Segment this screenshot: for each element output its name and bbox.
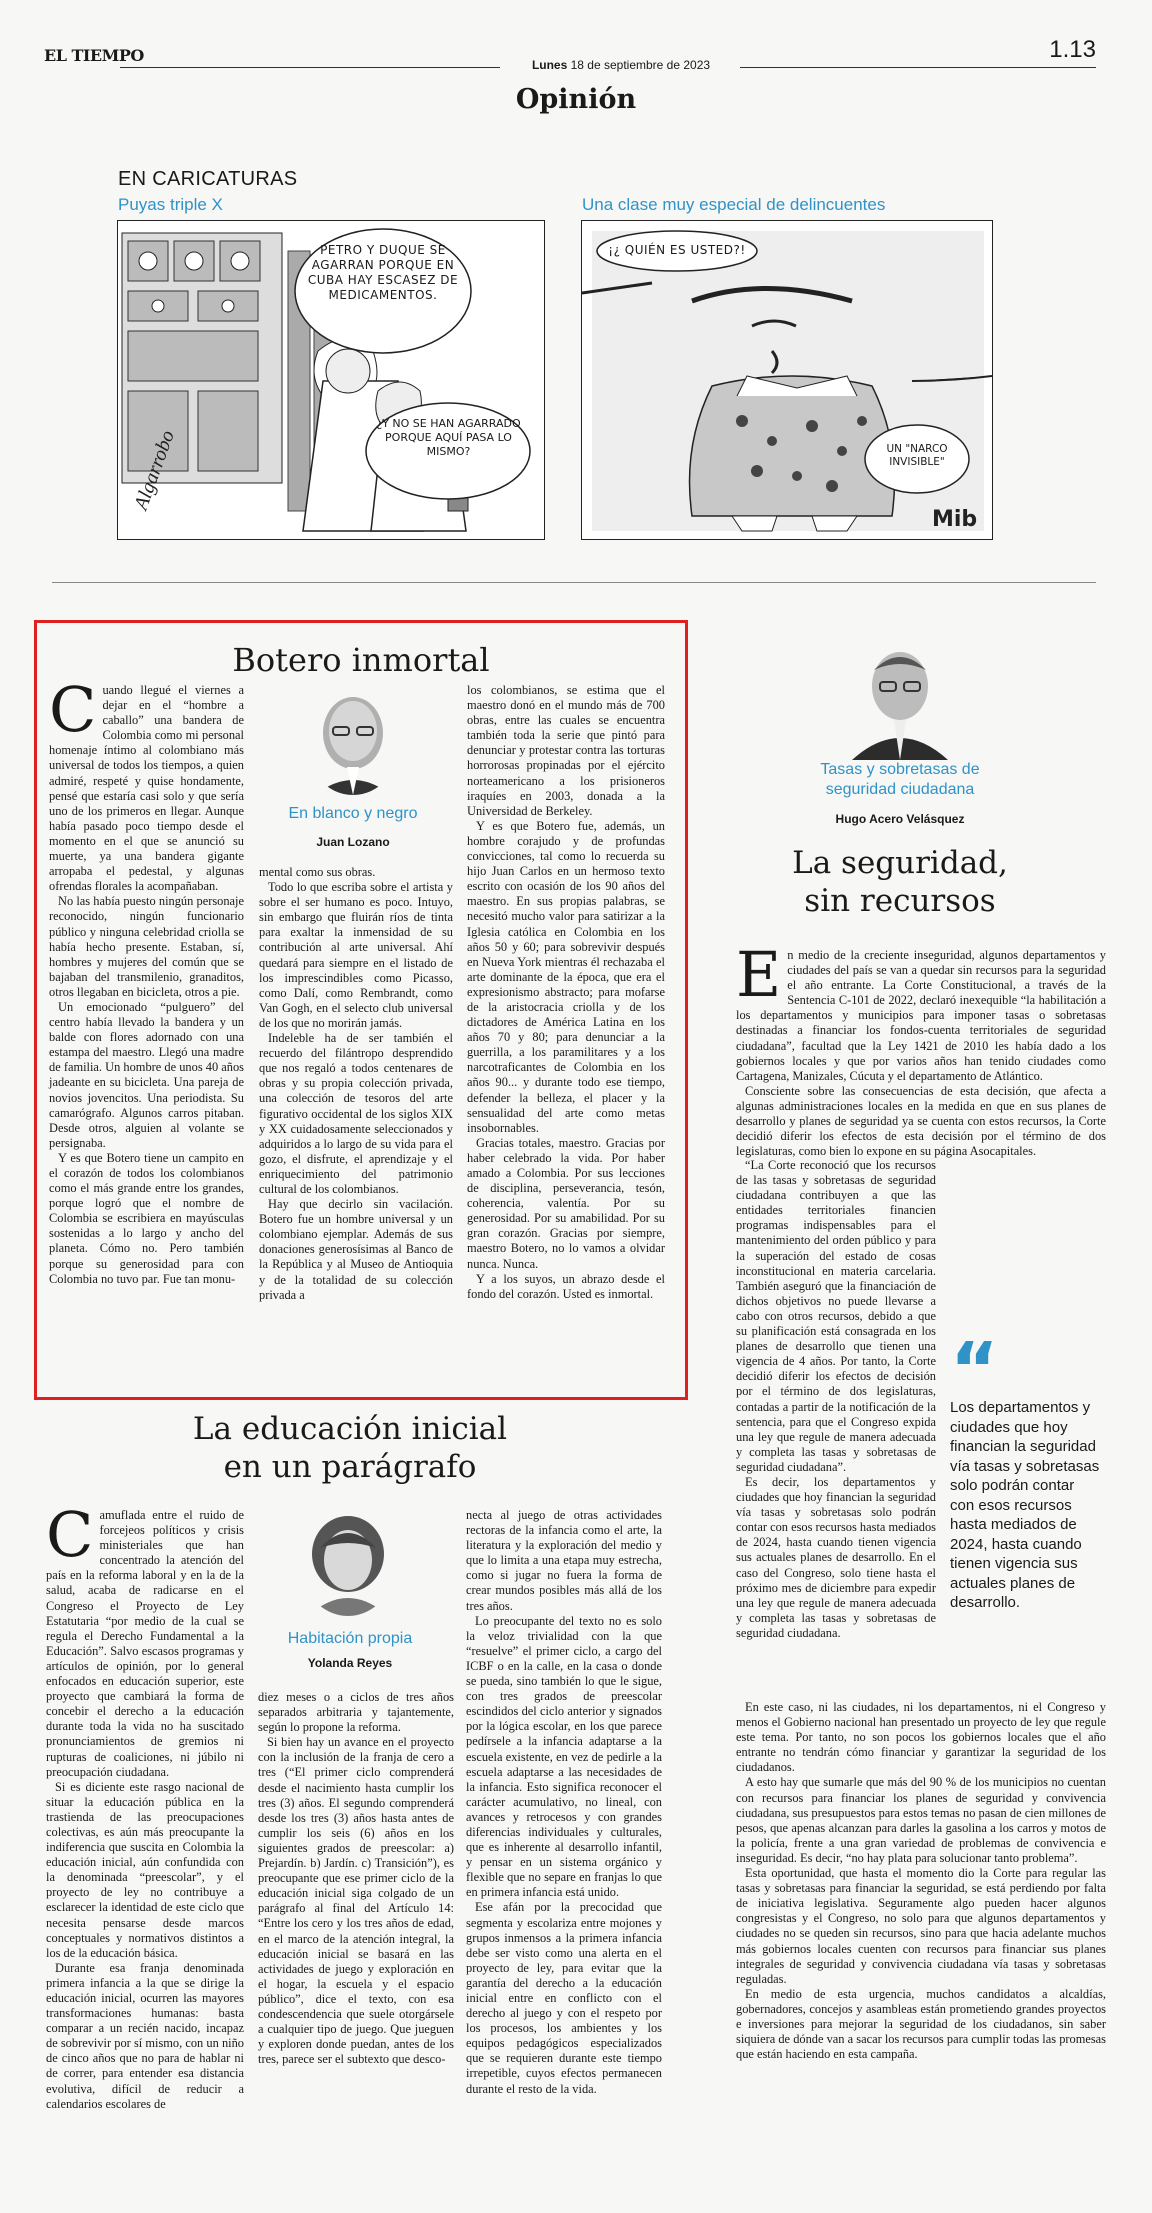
educacion-headline <box>100 1410 600 1486</box>
educacion-col2-paragraph: Si bien hay un avance en el proyecto con la inclusión de la franja de cero a tres (“El primer ciclo comprenderá desde el nacimiento hasta cumplir los tres (3) años. El segundo comprenderá desde los tres (3) años hasta antes de cumplir los seis (6) años en los siguientes grados de preescolar: a) Prejardín. b) Jardín. c) Transición”), es preocupante que ese primer ciclo de la educación inicial siga colgado de un parágrafo al final del Artículo 14: “Entre los cero y los tres años de edad, en el marco de la atención integral, la educación inicial se basará en las actividades de juego y exploración en el hogar, la escuela y el espacio público”, dice el texto, con esa condescendencia que suele otorgársele a cualquier tipo de juego. Que jueguen y exploren donde puedan, antes de los tres, parece ser el subtexto que desco- <box>258 1735 454 2067</box>
cartoon-right-title: Una clase muy especial de delincuentes <box>582 195 886 214</box>
botero-col1-paragraph: No las había puesto ningún personaje reconocido, ningún funcionario público y ninguna celebridad criolla se había hecho presente. Estaban, sí, hombres y mujeres del común que se bajaban del transmilenio, granaditos, otros llegaban en bicicleta, otros a pie. <box>49 894 244 999</box>
botero-headline: Botero inmortal <box>232 641 490 679</box>
quote-mark-icon: “ <box>950 1327 999 1413</box>
educacion-col3-paragraph: necta al juego de otras actividades rectoras de la infancia como el arte, la literatura y la exploración del medio y que lo limita a una etapa muy estrecha, como si jugar no fuera la forma de crear mundos posibles más allá de los tres años. <box>466 1508 662 1613</box>
cartoons-header: EN CARICATURAS <box>118 168 298 190</box>
seguridad-paragraph: Es decir, los departamentos y ciudades que hoy financian la seguridad vía tasas y sobretasas solo podrán contar con esos recursos hasta mediados de 2024, hasta cuando tienen vigencia sus actuales planes de desarrollo. En el caso del Congreso, solo tiene hasta el próximo mes de diciembre para expedir una ley que regule de manera adecuada y completa las tasas y sobretasas de seguridad ciudadana. <box>736 1474 936 1640</box>
masthead-rule-right <box>740 67 1096 68</box>
botero-author: Juan Lozano <box>316 835 390 849</box>
educacion-col3-paragraph: Ese afán por la precocidad que segmenta y escolariza entre mojones y grupos inmensos a la primera infancia debe ser visto como una alerta en el proyecto de ley, para evitar que la garantía del derecho a la educación inicial entre en conflicto con el derecho al juego y con el respeto por los procesos, los ambientes y los equipos pedagógicos especializados que se requieren durante este tiempo irrepetible, cuyos efectos permanecen durante el resto de la vida. <box>466 1900 662 2096</box>
botero-article-frame <box>34 620 688 1400</box>
botero-col2-paragraph: Indeleble ha de ser también el recuerdo del filántropo desprendido que nos regaló a todos centenares de obras y su propia colección privada, una colección de tesoros del arte figurativo occidental de los siglos XIX y XX cuidadosamente seleccionados y adquiridos a lo largo de su vida para el gozo, el disfrute, el aprendizaje y el enriquecimiento del patrimonio cultural de los colombianos. <box>259 1031 453 1196</box>
educacion-headline-line-1: La educación inicial <box>192 1411 508 1447</box>
seguridad-paragraph: En medio de esta urgencia, muchos candidatos a alcaldías, gobernadores, concejos y asambleas están prometiendo grandes proyectos e inversiones para mejorar la seguridad de los ciudadanos, sin saber siquiera de dónde van a sacar los recursos para cumplir todas las promesas que están haciendo en esta campaña. <box>736 1986 1106 2062</box>
issue-date-text: 18 de septiembre de 2023 <box>570 58 711 72</box>
educacion-col-3 <box>466 1508 662 2097</box>
masthead <box>44 36 1096 76</box>
educacion-col2-paragraph: diez meses o a ciclos de tres años separados arbitraria y tajantemente, según lo propone la reforma. <box>258 1690 454 1735</box>
educacion-col1-paragraph: Si es diciente este rasgo nacional de situar la educación pública en la trastienda de las preocupaciones colectivas, es aún más preocupante la indiferencia que suscita en Colombia la educación inicial, aún confundida con la denominada “preescolar”, y el proyecto de ley no contribuye a esclarecer la identidad de este ciclo que necesita pensarse desde marcos conceptuales y normativos distintos a los de la educación básica. <box>46 1779 244 1960</box>
botero-dropcap: C <box>49 673 97 746</box>
seguridad-column-name-line-1: Tasas y sobretasas de <box>820 761 980 778</box>
botero-column-name: En blanco y negro <box>288 805 418 822</box>
cartoon-left-title: Puyas triple X <box>118 195 223 214</box>
seguridad-author: Hugo Acero Velásquez <box>835 812 965 826</box>
educacion-col-1 <box>46 1498 244 2112</box>
seguridad-paragraph: Consciente sobre las consecuencias de esta decisión, que afecta a algunas administraciones locales en la medida en que en sus planes de desarrollo y planes de seguridad ya se cuenta con estos recursos, la Corte decidió diferir los efectos de esta decisión por el término de dos legislaturas, como bien lo expone en su página Asocapitales. <box>736 1083 1106 1159</box>
author-photo-juan-lozano <box>305 685 401 795</box>
educacion-col3-paragraph: Lo preocupante del texto no es solo la veloz trivialidad con la que “resuelve” el primer ciclo, a cargo del ICBF o en la calle, en la casa o donde se pueda, sino también lo que le sigue, con tres grados de preescolar escindidos del ciclo anterior y signados por la lógica escolar, en los que parece pedírsele a la infancia adaptarse a la escuela existente, en vez de pedirle a la escuela adaptarse a las necesidades de la infancia. Esto significa reconocer el carácter acumulativo, no lineal, con avances y retrocesos y con grandes diferencias individuales y culturales, que es inherente al desarrollo infantil, y pensar en un sistema orgánico y flexible que no separe en franjas lo que en primera infancia está unido. <box>466 1613 662 1900</box>
cartoon-left-balloon-2: ¿Y NO SE HAN AGARRADO PORQUE AQUÍ PASA LO MISMO? <box>376 417 521 458</box>
botero-col2-paragraph: Todo lo que escriba sobre el artista y sobre el ser humano es poco. Intuyo, sin embargo que fluirán ríos de tinta para exaltar la inmensidad de su contribución al arte universal. Ahí quedará para siempre en el listado de los imprescindibles como Picasso, como Dalí, como Rembrandt, como Van Gogh, en el selecto club universal de los que no morirán jamás. <box>259 880 453 1030</box>
seguridad-paragraph: En este caso, ni las ciudades, ni los departamentos, ni el Congreso y menos el Gobierno nacional han presentado un proyecto de ley que regule este tema. Por tanto, no son pocos los gobiernos locales que el año entrante no tendrán cómo financiar y garantizar la seguridad de los ciudadanos. <box>736 1700 1106 1775</box>
botero-col1-paragraph: Y es que Botero tiene un campito en el corazón de todos los colombianos como el más grande entre los grandes, porque logró que el nombre de Colombia se escribiera en mayúsculas sostenidas a lo largo y ancho del planeta. Cómo no. Pero también porque su generosidad para con Colombia no tuvo par. Fue tan monu- <box>49 1150 244 1286</box>
seguridad-col-bottom <box>736 1700 1106 2062</box>
botero-col1-paragraph: Un emocionado “pulguero” del centro había llevado la bandera y un balde con flores adornado con una estampa del maestro. Llegó una madre de familia. Un hombre de unos 40 años jadeante en su bicicleta. Una pareja de novios jovencitos. Una periodista. Su camarógrafo. Algunos carros pitaban. Desde otros, alguien al volante se persignaba. <box>49 999 244 1150</box>
author-photo-yolanda-reyes <box>300 1508 396 1616</box>
page-number: 1.13 <box>1049 36 1096 63</box>
seguridad-paragraph: A esto hay que sumarle que más del 90 % de los municipios no cuentan con recursos para financiar los planes de seguridad y convivencia ciudadana, sus presupuestos para estos temas no pasan de cien millones de pesos, que apenas alcanzan para darles la gasolina a los carros y motos de la policía, frente a una gran variedad de problemas de convivencia e inseguridad. Es decir, “no hay plata para solucionar tanto problema”. <box>736 1775 1106 1865</box>
cartoon-right <box>581 220 993 540</box>
botero-col2-paragraph: Hay que decirlo sin vacilación. Botero fue un hombre universal y un colombiano ejemplar. Además de sus donaciones generosísimas al Banco de la República y al Museo de Antioquia y de la totalidad de su colección privada a <box>259 1197 453 1302</box>
educacion-headline-line-2: en un parágrafo <box>223 1449 477 1485</box>
seguridad-col-top <box>736 938 1106 1159</box>
masthead-rule-left <box>120 67 500 68</box>
seguridad-column-name-line-2: seguridad ciudadana <box>825 781 975 798</box>
seguridad-column-name <box>775 760 1025 800</box>
botero-col3-paragraph: los colombianos, se estima que el maestro donó en el mundo más de 700 obras, entre las cuales se encuentra también toda la serie que pintó para denunciar y protestar contra las torturas horrorosas propinadas por el ejército norteamericano a los prisioneros iraquíes en 2003, donada a la Universidad de Berkeley. <box>467 683 665 818</box>
cartoon-right-balloon-1: ¡¿ QUIÉN ES USTED?! <box>608 243 746 257</box>
seguridad-headline <box>735 844 1065 920</box>
educacion-col1-lead: amuflada entre el ruido de forcejeos políticos y crisis ministeriales que han concentrado la atención del país en la reforma laboral y en la de la salud, acaba de radicarse en el Congreso el Proyecto de Ley Estatutaria “por medio de la cual se regula el Derecho Fundamental a la Educación”. Salvo escasos programas y artículos de opinión, por lo general enfocados en educación superior, este proyecto que cambiará la forma de concebir el derecho a la educación durante toda la vida no ha suscitado pronunciamientos de gremios ni rupturas de coaliciones, ni júbilo ni preocupación ciudadana. <box>46 1508 244 1779</box>
botero-col-2 <box>259 865 453 1303</box>
educacion-col1-paragraph: Durante esa franja denominada primera infancia a la que se dirige la educación inicial, ocurren las mayores transformaciones humanas: basta comparar a un recién nacido, incapaz de sobrevivir por sí mismo, con un niño de cinco años que no para de hablar ni de correr, para entender esa distancia evolutiva, difícil de reducir a calendarios escolares de <box>46 1960 244 2111</box>
cartoon-right-balloon-2: UN "NARCO INVISIBLE" <box>886 443 948 468</box>
section-divider <box>52 582 1096 583</box>
seguridad-paragraph: Esta oportunidad, que hasta el momento dio la Corte para regular las tasas y sobretasas para financiar la seguridad, se está perdiendo por falta de iniciativa legislativa. Seguramente algo pueden hacer algunos congresistas y el Congreso, no solo para que algunos departamentos y ciudades no se queden sin recursos, sino para que hacia adelante muchos más gobiernos locales cuenten con recursos para financiar sus planes integrales de seguridad y convivencia ciudadana vía tasas y sobretasas reguladas. <box>736 1866 1106 1986</box>
botero-col-1 <box>49 673 244 1287</box>
botero-col3-paragraph: Gracias totales, maestro. Gracias por haber celebrado la vida. Por haber amado a Colombia. Por sus lecciones de disciplina, perseverancia, tesón, coherencia, valentía. Por su generosidad. Por su amabilidad. Por su gran corazón. Gracias por siempre, maestro Botero, no lo vamos a olvidar nunca. Nunca. <box>467 1135 665 1271</box>
botero-col3-paragraph: Y es que Botero fue, además, un hombre corajudo y de profundas convicciones, tal como lo recuerda su hijo Juan Carlos en un hermoso texto escrito con ocasión de los 90 años del maestro. En sus propias palabras, se necesitó mucho valor para satirizar a la Iglesia católica en Colombia en los años 50 y 60; para sobrevivir después en Nueva York mientras él rechazaba el arte dominante de la época, que era el expresionismo abstracto; para mofarse de la aristocracia criolla y de los dictadores de América Latina en los años 70 y 80; para denunciar a la guerrilla, a los paramilitares y a los narcotraficantes de Colombia en los años 90... y durante todo ese tiempo, defender la belleza, el placer y la sensualidad del arte como metas insobornables. <box>467 818 665 1135</box>
seguridad-pull-quote: Los departamentos y ciudades que hoy financian la seguridad vía tasas y sobretasas solo podrán contar con esos recursos hasta mediados de 2024, hasta cuando tienen vigencia sus actuales planes de desarrollo. <box>950 1399 1100 1611</box>
seguridad-paragraph: “La Corte reconoció que los recursos de las tasas y sobretasas de seguridad ciudadana contribuyen a que las entidades territoriales financien programas indispensables para el mantenimiento del orden público y para la superación del estado de cosas inconstitucional en materia carcelaria. También aseguró que la financiación de dichos objetivos no puede llevarse a cabo con otros recursos, debido a que su planificación está consagrada en los planes de desarrollo que tienen una vigencia de 4 años. Por tanto, la Corte decidió diferir los efectos de decisión por el término de dos legislaturas, contadas a partir de la notificación de la sentencia, para que el Congreso expida una ley que regule de manera adecuada y completa las tasas y sobretasas de seguridad ciudadana”. <box>736 1158 936 1474</box>
cartoon-left <box>117 220 545 540</box>
newspaper-logo: EL TIEMPO <box>44 46 144 65</box>
botero-col-3 <box>467 683 665 1302</box>
cartoon-right-drawing <box>582 221 993 540</box>
botero-col1-lead: uando llegué el viernes a dejar en el “hombre a caballo” una bandera de Colombia como mi personal homenaje íntimo al colombiano más universal de todos los tiempos, a quien admiré, respeté y quise hondamente, pensé que estaría casi solo y que sería uno de los primeros en llegar. Aunque había pasado poco tiempo desde el momento en el que se anunció su muerte, ya una bandera gigante arropaba el pedestal, y algunas ofrendas florales la acompañaban. <box>49 683 244 894</box>
educacion-col-2 <box>258 1690 454 2067</box>
educacion-dropcap: C <box>46 1498 94 1571</box>
seguridad-col-narrow <box>736 1158 936 1641</box>
section-title: Opinión <box>515 84 637 115</box>
educacion-author: Yolanda Reyes <box>307 1656 393 1670</box>
cartoon-left-signature: Algarrobo <box>130 427 179 513</box>
cartoon-left-balloon-1: PETRO Y DUQUE SE AGARRAN PORQUE EN CUBA HAY ESCASEZ DE MEDICAMENTOS. <box>307 243 459 302</box>
issue-date <box>504 58 738 72</box>
author-photo-hugo-acero <box>846 640 954 760</box>
botero-col3-paragraph: Y a los suyos, un abrazo desde el fondo del corazón. Usted es inmortal. <box>467 1271 665 1301</box>
seguridad-headline-line-2: sin recursos <box>804 883 996 919</box>
botero-col2-paragraph: mental como sus obras. <box>259 865 376 879</box>
seguridad-dropcap: E <box>736 938 782 1011</box>
seguridad-headline-line-1: La seguridad, <box>792 845 1008 881</box>
seguridad-lead: n medio de la creciente inseguridad, algunos departamentos y ciudades del país se van a quedar sin recursos para la seguridad el año entrante. La Corte Constitucional, a través de la Sentencia C-101 de 2022, declaró inexequible “la habilitación a los departamentos y municipios para imponer tasas o sobretasas destinadas a financiar los fondos-cuenta territoriales de seguridad ciudadana”, facultad que la Ley 1421 de 2010 les había dado a los gobiernos locales y que por varios años han tenido ciudades como Cartagena, Manizales, Cúcuta y el departamento de Atlántico. <box>736 948 1106 1083</box>
issue-day: Lunes <box>531 58 568 72</box>
cartoon-right-signature: Mib <box>932 507 978 532</box>
educacion-column-name: Habitación propia <box>287 1630 413 1647</box>
